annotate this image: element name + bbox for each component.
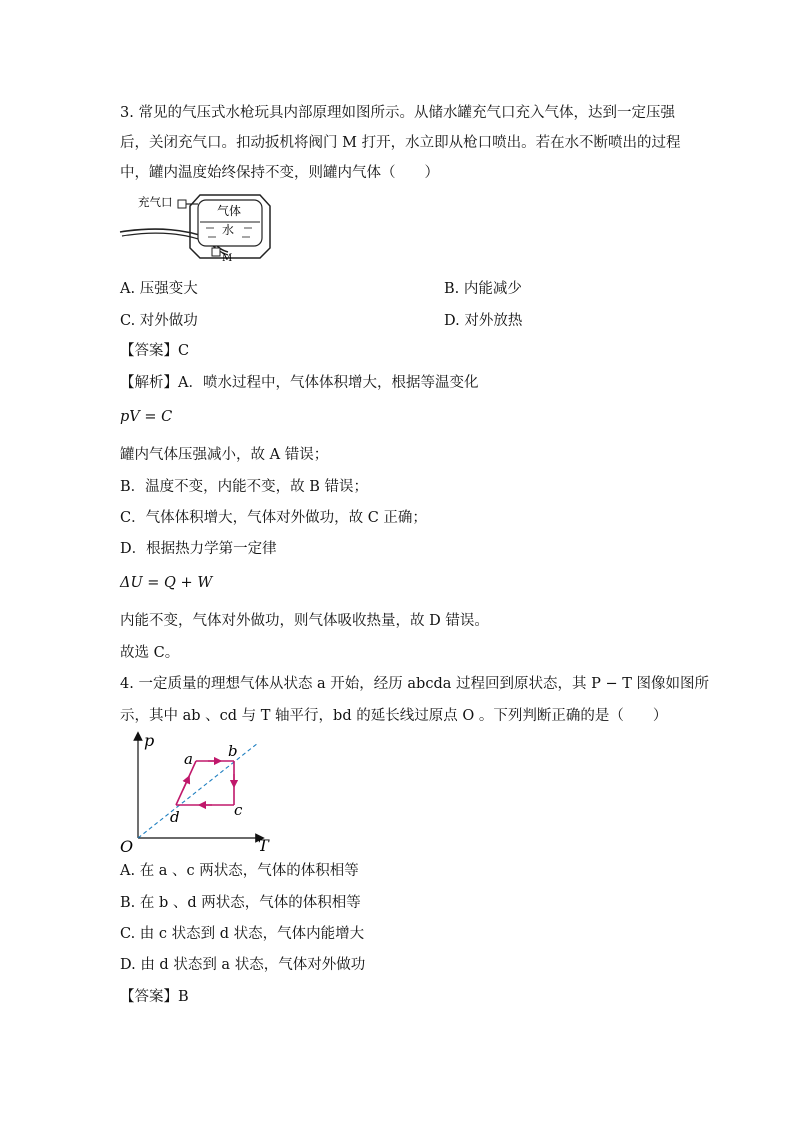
- origin-label: O: [120, 837, 134, 856]
- point-d-label: d: [170, 808, 180, 826]
- q3-formula-first-law: ΔU = Q + W: [120, 575, 213, 591]
- q3-stem-line-2: 后，关闭充气口。扣动扳机将阀门 M 打开，水立即从枪口喷出。若在水不断喷出的过程: [120, 135, 681, 151]
- q3-analysis-2: 罐内气体压强减小，故 A 错误；: [120, 447, 329, 463]
- q3-stem-line-1: 3. 常见的气压式水枪玩具内部原理如图所示。从储水罐充气口充入气体，达到一定压强: [120, 105, 675, 121]
- q4-stem-line-1: 4. 一定质量的理想气体从状态 a 开始，经历 abcda 过程回到原状态，其 P − T 图像如图所: [120, 676, 710, 692]
- q3-answer: 【答案】C: [120, 343, 190, 359]
- q3-analysis-6: 内能不变，气体对外做功，则气体吸收热量，故 D 错误。: [120, 613, 489, 629]
- q4-option-b: B. 在 b 、d 两状态，气体的体积相等: [120, 895, 361, 911]
- inlet-label: 充气口: [138, 195, 173, 209]
- q4-stem-line-2: 示，其中 ab 、cd 与 T 轴平行，bd 的延长线过原点 O 。下列判断正确的是（ ）: [120, 708, 668, 724]
- q3-option-a: A. 压强变大: [120, 281, 198, 297]
- t-axis-label: T: [258, 836, 269, 855]
- valve-label: M: [222, 253, 233, 264]
- point-c-label: c: [234, 801, 243, 819]
- q4-option-a: A. 在 a 、c 两状态，气体的体积相等: [120, 863, 359, 879]
- q3-option-b: B. 内能减少: [444, 281, 522, 297]
- q4-option-d: D. 由 d 状态到 a 状态，气体对外做功: [120, 957, 366, 973]
- q3-water-gun-figure: [118, 190, 288, 270]
- q3-analysis-3: B．温度不变，内能不变，故 B 错误；: [120, 479, 369, 495]
- q4-option-c: C. 由 c 状态到 d 状态，气体内能增大: [120, 926, 365, 942]
- q3-analysis-7: 故选 C。: [120, 645, 180, 661]
- q4-answer: 【答案】B: [120, 989, 189, 1005]
- q3-analysis-4: C．气体体积增大，气体对外做功，故 C 正确；: [120, 510, 427, 526]
- point-b-label: b: [228, 742, 238, 760]
- q3-analysis-1: 【解析】A．喷水过程中，气体体积增大，根据等温变化: [120, 375, 479, 391]
- q3-formula-pv: pV = C: [120, 409, 173, 425]
- q4-pt-diagram: [118, 730, 278, 856]
- point-a-label: a: [184, 750, 193, 768]
- origin-dashed-line: [138, 743, 258, 838]
- q3-option-d: D. 对外放热: [444, 313, 523, 329]
- p-axis-label: p: [144, 731, 155, 750]
- q3-analysis-5: D．根据热力学第一定律: [120, 541, 277, 557]
- q3-stem-line-3: 中，罐内温度始终保持不变，则罐内气体（ ）: [120, 165, 439, 181]
- water-label: 水: [222, 223, 235, 237]
- q3-option-c: C. 对外做功: [120, 313, 198, 329]
- gas-label: 气体: [217, 204, 242, 218]
